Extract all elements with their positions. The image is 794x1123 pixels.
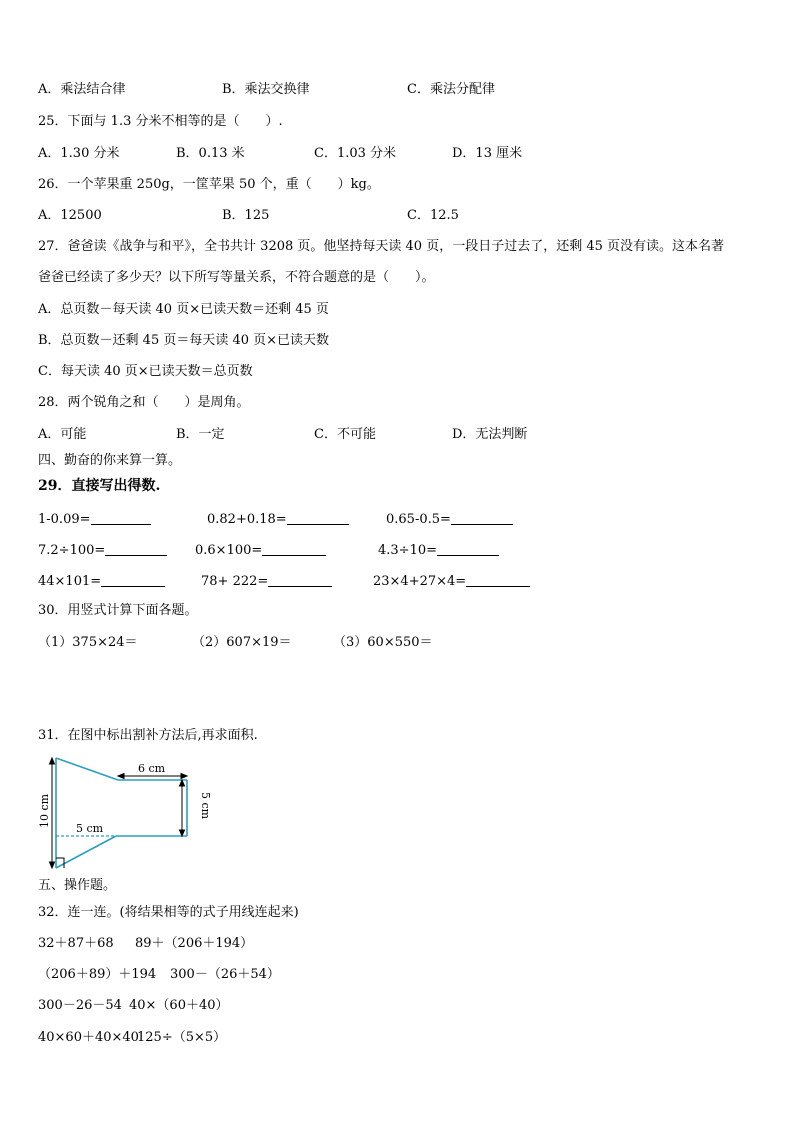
q25-stem: 25．下面与 1.3 分米不相等的是（ ）. — [38, 114, 283, 129]
q25-option-d: D．13 厘米 — [452, 146, 523, 161]
q29-item-5: 0.6×100= — [195, 541, 326, 560]
q32-title: 32．连一连。(将结果相等的式子用线连起来) — [38, 905, 299, 920]
q32-right-4: 125÷（5×5） — [137, 1030, 227, 1045]
q32-left-4: 40×60＋40×40 — [38, 1030, 139, 1045]
q32-right-1: 89＋（206＋194） — [135, 936, 254, 951]
q30-item-3: （3）60×550＝ — [333, 635, 433, 650]
q28-option-d: D．无法判断 — [452, 427, 528, 442]
q30-item-1: （1）375×24＝ — [38, 635, 138, 650]
right-dimension-arrow — [180, 780, 185, 836]
q24-option-a: A．乘法结合律 — [38, 82, 126, 97]
answer-blank[interactable] — [105, 541, 167, 556]
q29-item-7: 44×101= — [38, 572, 165, 591]
q27-option-c: C．每天读 40 页×已读天数＝总页数 — [38, 364, 253, 379]
q32-left-3: 300－26－54 — [38, 998, 122, 1013]
q28-option-a: A．可能 — [38, 427, 87, 442]
answer-blank[interactable] — [437, 541, 499, 556]
q32-right-2: 300－（26＋54） — [170, 967, 280, 982]
q30-title: 30．用竖式计算下面各题。 — [38, 603, 198, 618]
q28-option-b: B．一定 — [176, 427, 225, 442]
q27-stem-line1: 27．爸爸读《战争与和平》，全书共计 3208 页。他坚持每天读 40 页，一段日子过去了，还剩 45 页没有读。这本名著 — [38, 239, 725, 254]
q27-stem-line2: 爸爸已经读了多少天？以下所写等量关系，不符合题意的是（ ）。 — [38, 270, 435, 285]
q26-stem: 26．一个苹果重 250g，一筐苹果 50 个，重（ ）kg。 — [38, 177, 380, 192]
section-5-heading: 五、操作题。 — [38, 878, 117, 893]
q29-title: 29．直接写出得数. — [38, 478, 161, 494]
q27-option-a: A．总页数－每天读 40 页×已读天数＝还剩 45 页 — [38, 302, 329, 317]
q29-item-3: 0.65-0.5= — [386, 510, 513, 529]
q32-left-1: 32＋87＋68 — [38, 936, 114, 951]
q29-item-9: 23×4+27×4= — [373, 572, 530, 591]
label-inner-5cm: 5 cm — [76, 822, 104, 835]
q31-figure — [30, 748, 220, 876]
answer-blank[interactable] — [101, 572, 165, 587]
q32-left-2: （206＋89）＋194 — [38, 967, 157, 982]
q28-stem: 28．两个锐角之和（ ）是周角。 — [38, 395, 250, 410]
q31-title: 31．在图中标出割补方法后,再求面积. — [38, 728, 258, 743]
label-top-6cm: 6 cm — [138, 762, 166, 775]
answer-blank[interactable] — [466, 572, 530, 587]
answer-blank[interactable] — [262, 541, 326, 556]
q24-option-c: C．乘法分配律 — [407, 82, 495, 97]
answer-blank[interactable] — [451, 510, 513, 525]
q32-right-3: 40×（60＋40） — [129, 998, 229, 1013]
answer-blank[interactable] — [91, 510, 151, 525]
q24-option-b: B．乘法交换律 — [222, 82, 310, 97]
q25-option-b: B．0.13 米 — [176, 146, 245, 161]
answer-blank[interactable] — [268, 572, 332, 587]
q30-item-2: （2）607×19＝ — [192, 635, 292, 650]
q28-option-c: C．不可能 — [314, 427, 376, 442]
answer-blank[interactable] — [287, 510, 349, 525]
q25-option-a: A．1.30 分米 — [38, 146, 120, 161]
q27-option-b: B．总页数－还剩 45 页＝每天读 40 页×已读天数 — [38, 333, 330, 348]
q26-option-b: B．125 — [222, 208, 270, 223]
q29-item-2: 0.82+0.18= — [207, 510, 349, 529]
q25-option-c: C．1.03 分米 — [314, 146, 397, 161]
q29-item-1: 1-0.09= — [38, 510, 151, 529]
label-left-10cm: 10 cm — [38, 793, 51, 828]
q29-item-4: 7.2÷100= — [38, 541, 167, 560]
q29-item-8: 78+ 222= — [201, 572, 332, 591]
section-4-heading: 四、勤奋的你来算一算。 — [38, 453, 182, 468]
label-right-5cm: 5 cm — [199, 792, 212, 820]
q26-option-c: C．12.5 — [407, 208, 459, 223]
q26-option-a: A．12500 — [38, 208, 102, 223]
q29-item-6: 4.3÷10= — [378, 541, 499, 560]
